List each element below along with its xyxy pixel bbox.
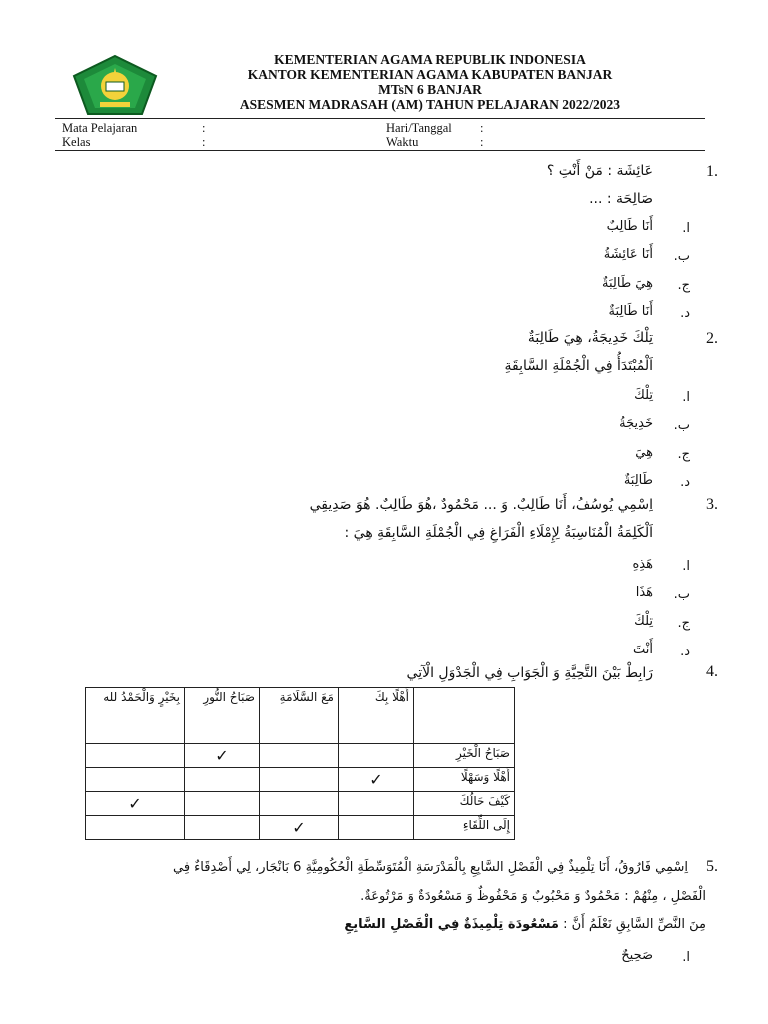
question-1-number: 1. [706, 163, 718, 180]
table-header-cell: أَهْلًا بِكَ [339, 688, 414, 744]
q2-option-c-letter: ج. [677, 447, 690, 462]
q1-option-a[interactable]: أَنَا طَالِبٌ [606, 219, 653, 234]
ministry-logo-icon [70, 54, 160, 116]
table-row [86, 816, 515, 840]
day-colon: : [480, 121, 484, 135]
question-5-number: 5. [706, 858, 718, 875]
check-cell[interactable] [260, 792, 339, 816]
check-cell[interactable] [339, 816, 414, 840]
time-colon: : [480, 135, 484, 149]
check-cell[interactable]: ✓ [185, 744, 260, 768]
q5-option-a-letter: ا. [682, 950, 690, 965]
check-cell[interactable] [339, 744, 414, 768]
q3-option-d-letter: د. [680, 644, 690, 659]
check-cell[interactable] [260, 744, 339, 768]
day-label: Hari/Tanggal [386, 121, 452, 135]
question-3-line-2: اَلْكَلِمَةُ الْمُنَاسِبَةُ لِإِمْلَاءِ الْفَرَاغِ فِي الْجُمْلَةِ السَّابِقَةِ هِيَ : [344, 525, 653, 541]
question-3-number: 3. [706, 496, 718, 513]
row-label: أَهْلًا وَسَهْلًا [414, 768, 515, 792]
question-2-line-1: تِلْكَ خَدِيجَةُ، هِيَ طَالِبَةٌ [527, 330, 653, 346]
check-cell[interactable] [86, 744, 185, 768]
q2-option-b[interactable]: خَدِيجَةُ [619, 416, 653, 431]
q2-option-a-letter: ا. [682, 390, 690, 405]
question-5-line-3 [344, 917, 706, 932]
q2-option-d[interactable]: طَالِبَةٌ [623, 473, 653, 488]
q3-option-b-letter: ب. [673, 587, 690, 602]
class-label: Kelas [62, 135, 91, 149]
meta-divider [55, 150, 705, 151]
q3-option-c-letter: ج. [677, 616, 690, 631]
table-row [86, 744, 515, 768]
question-2-number: 2. [706, 330, 718, 347]
check-cell[interactable]: ✓ [86, 792, 185, 816]
check-cell[interactable]: ✓ [260, 816, 339, 840]
q3-option-b[interactable]: هَذَا [635, 585, 653, 600]
question-5-line-1: اِسْمِي فَارُوقُ، أَنَا تِلْمِيذٌ فِي الْفَصْلِ السَّابِعِ بِالْمَدْرَسَةِ الْمُتَوَسِّطَةِ الْحُكُومِيَّةِ 6 بَانْجَار، لِي أَصْدِقَاءٌ فِي [173, 860, 688, 875]
q1-option-b-letter: ب. [673, 249, 690, 264]
check-cell[interactable] [185, 768, 260, 792]
subject-colon: : [202, 121, 206, 135]
q2-option-d-letter: د. [680, 475, 690, 490]
question-5-prefix: مِنَ النَّصِّ السَّابِقِ نَعْلَمُ أَنَّ : [563, 917, 706, 932]
q5-option-a[interactable]: صَحِيحٌ [621, 948, 653, 963]
question-4-line-1: رَابِطْ بَيْنَ التَّحِيَّةِ وَ الْجَوَابِ فِي الْجَدْوَلِ الْآتِي [406, 665, 653, 681]
matching-table [85, 687, 515, 840]
table-row [86, 768, 515, 792]
q3-option-c[interactable]: تِلْكَ [634, 614, 653, 629]
row-label: إِلَى اللِّقَاءِ [414, 816, 515, 840]
time-label: Waktu [386, 135, 419, 149]
question-1-line-1: عَائِشَة : مَنْ أَنْتِ ؟ [546, 163, 653, 179]
q2-option-c[interactable]: هِيَ [635, 445, 653, 460]
question-4-number: 4. [706, 663, 718, 680]
q2-option-b-letter: ب. [673, 418, 690, 433]
subject-label: Mata Pelajaran [62, 121, 138, 135]
q3-option-a[interactable]: هَذِهِ [632, 557, 653, 572]
header-divider [55, 118, 705, 119]
row-label: صَبَاحُ الْخَيْرِ [414, 744, 515, 768]
header-line-1: KEMENTERIAN AGAMA REPUBLIK INDONESIA [274, 52, 586, 67]
table-row [86, 792, 515, 816]
row-label: كَيْفَ حَالُكَ [414, 792, 515, 816]
class-colon: : [202, 135, 206, 149]
header-line-3: MTsN 6 BANJAR [378, 82, 482, 97]
question-3-line-1: اِسْمِي يُوسُفُ، أَنَا طَالِبٌ. وَ ... مَحْمُودٌ ،هُوَ طَالِبٌ. هُوَ صَدِيقِي [309, 497, 653, 513]
question-2-line-2: اَلْمُبْتَدَأُ فِي الْجُمْلَةِ السَّابِقَةِ [504, 358, 653, 374]
table-header-cell: مَعَ السَّلَامَةِ [260, 688, 339, 744]
q1-option-d[interactable]: أَنَا طَالِبَةٌ [608, 304, 653, 319]
q1-option-d-letter: د. [680, 306, 690, 321]
check-cell[interactable] [339, 792, 414, 816]
check-cell[interactable] [260, 768, 339, 792]
question-5-statement: مَسْعُودَة تِلْمِيذَةٌ فِي الْفَصْلِ السَّابِعِ [344, 917, 559, 932]
check-cell[interactable] [185, 792, 260, 816]
table-header-row [86, 688, 515, 744]
q1-option-b[interactable]: أَنَا عَائِشَةُ [603, 247, 653, 262]
check-cell[interactable]: ✓ [339, 768, 414, 792]
header-line-4: ASESMEN MADRASAH (AM) TAHUN PELAJARAN 2022/2023 [239, 97, 621, 112]
q1-option-a-letter: ا. [682, 221, 690, 236]
table-corner-cell [414, 688, 515, 744]
q3-option-d[interactable]: أَنْتَ [633, 642, 653, 657]
q1-option-c[interactable]: هِيَ طَالِبَةٌ [602, 276, 653, 291]
check-cell[interactable] [185, 816, 260, 840]
header-line-2: KANTOR KEMENTERIAN AGAMA KABUPATEN BANJAR [247, 67, 613, 82]
q2-option-a[interactable]: تِلْكَ [634, 388, 653, 403]
table-header-cell: صَبَاحُ النُّورِ [185, 688, 260, 744]
q3-option-a-letter: ا. [682, 559, 690, 574]
question-5-line-2: الْفَصْلِ ، مِنْهُمْ : مَحْمُودٌ وَ مَحْبُوبٌ وَ مَحْفُوظٌ وَ مَسْعُودَةٌ وَ مَرْتُوعَةٌ. [360, 889, 706, 904]
check-cell[interactable] [86, 768, 185, 792]
check-cell[interactable] [86, 816, 185, 840]
table-header-cell: بِخَيْرٍ وَالْحَمْدُ لله [86, 688, 185, 744]
question-1-line-2: صَالِحَة : ... [589, 191, 653, 207]
q1-option-c-letter: ج. [677, 278, 690, 293]
